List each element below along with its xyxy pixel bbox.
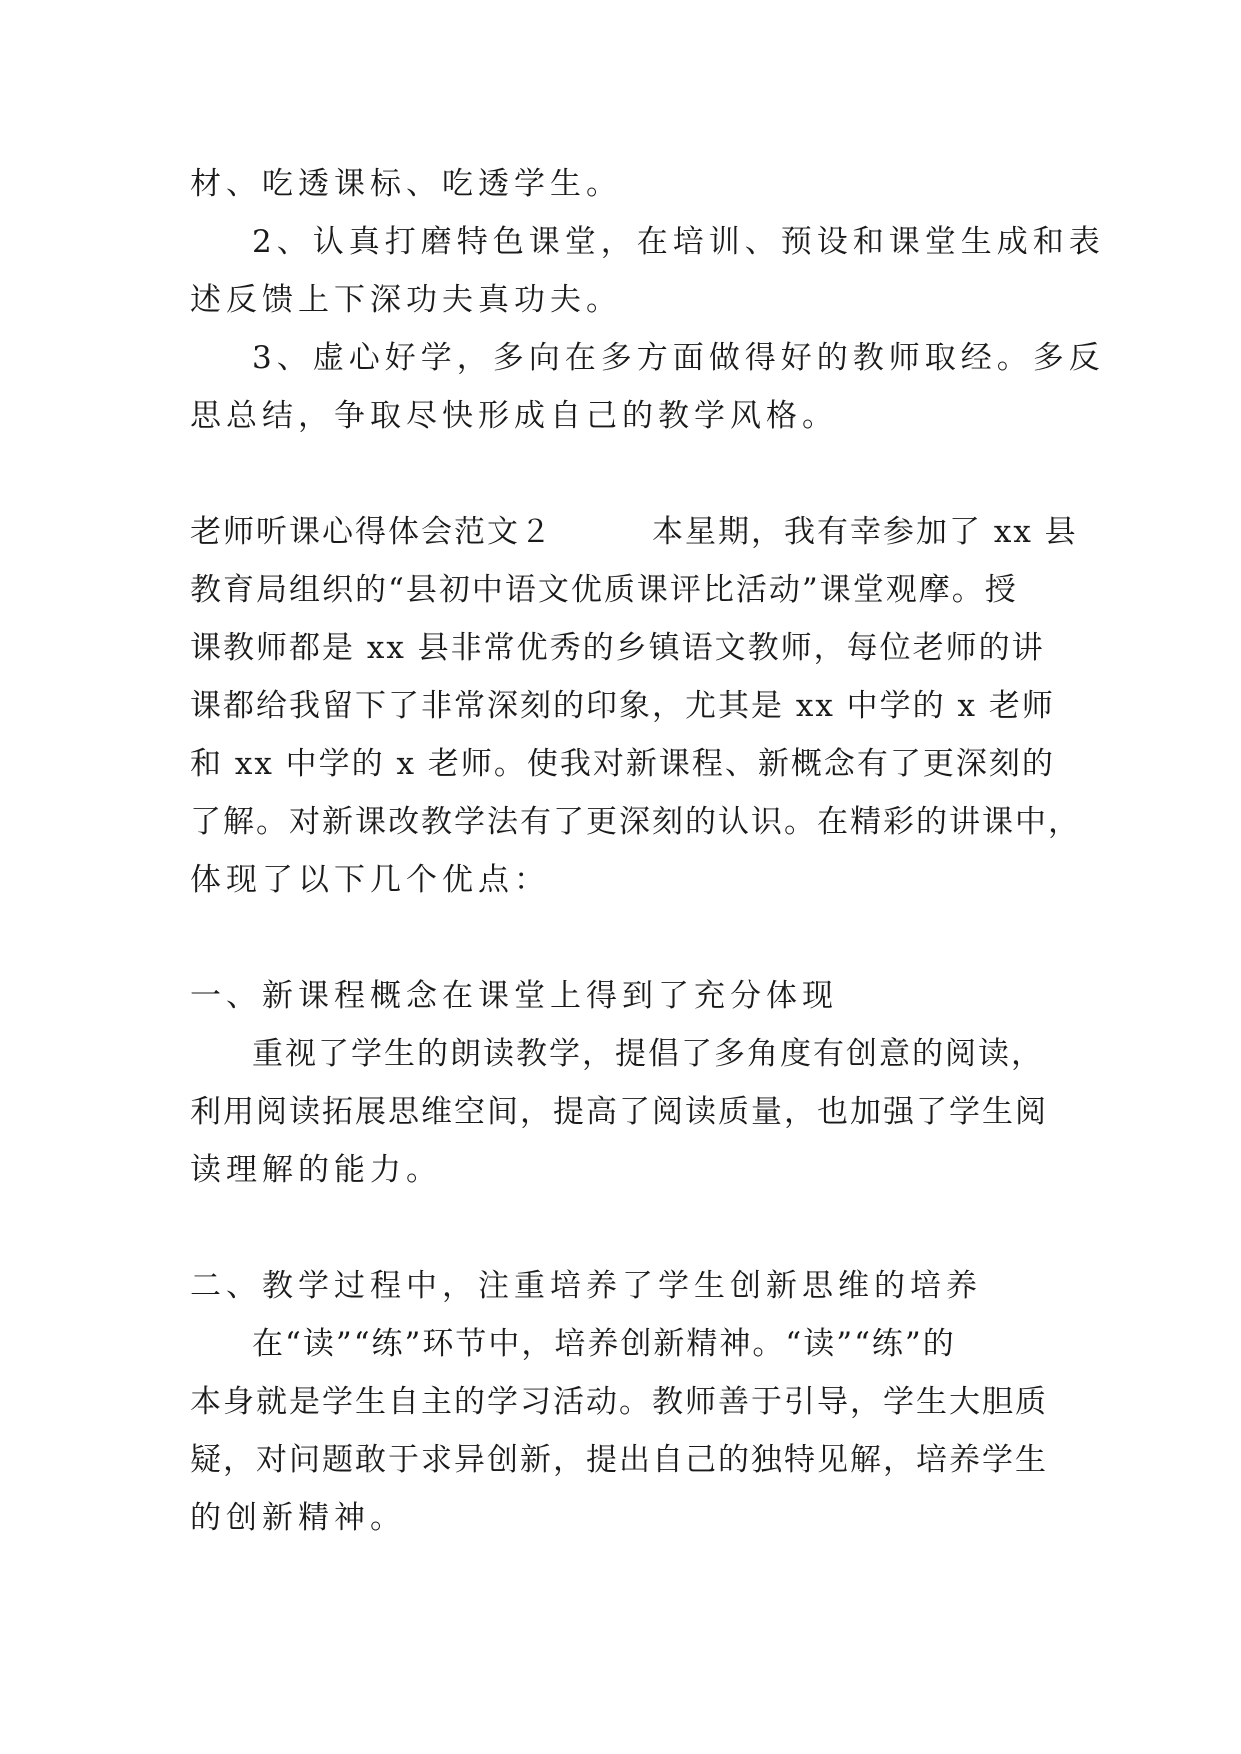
text-line: 教育局组织的“县初中语文优质课评比活动”课堂观摩。授	[190, 572, 1018, 608]
text-line: 体现了以下几个优点：	[190, 862, 550, 898]
text-line: 和 xx 中学的 x 老师。使我对新课程、新概念有了更深刻的	[190, 746, 1055, 782]
paragraph-line: 重视了学生的朗读教学，提倡了多角度有创意的阅读，	[252, 1036, 1044, 1072]
text-line: 了解。对新课改教学法有了更深刻的认识。在精彩的讲课中，	[190, 804, 1081, 840]
text-line: 利用阅读拓展思维空间，提高了阅读质量，也加强了学生阅	[190, 1094, 1048, 1130]
text-line: 课都给我留下了非常深刻的印象，尤其是 xx 中学的 x 老师	[190, 688, 1055, 724]
text-line: 疑，对问题敢于求异创新，提出自己的独特见解，培养学生	[190, 1442, 1048, 1478]
section-heading-1: 一、新课程概念在课堂上得到了充分体现	[190, 978, 838, 1014]
list-item-2: 2、认真打磨特色课堂，在培训、预设和课堂生成和表	[252, 224, 1105, 260]
text-line: 述反馈上下深功夫真功夫。	[190, 282, 622, 318]
paragraph-line: 在“读”“练”环节中，培养创新精神。“读”“练”的	[252, 1326, 956, 1362]
text-line: 本身就是学生自主的学习活动。教师善于引导，学生大胆质	[190, 1384, 1048, 1420]
text-line: 课教师都是 xx 县非常优秀的乡镇语文教师，每位老师的讲	[190, 630, 1045, 666]
section-heading-2: 二、教学过程中，注重培养了学生创新思维的培养	[190, 1268, 982, 1304]
text-line: 思总结，争取尽快形成自己的教学风格。	[190, 398, 838, 434]
essay-title-line: 老师听课心得体会范文２ 本星期，我有幸参加了 xx 县	[190, 514, 1078, 550]
text-line: 材、吃透课标、吃透学生。	[190, 166, 622, 202]
text-line: 读理解的能力。	[190, 1152, 442, 1188]
list-item-3: 3、虚心好学，多向在多方面做得好的教师取经。多反	[252, 340, 1105, 376]
text-line: 的创新精神。	[190, 1500, 406, 1536]
